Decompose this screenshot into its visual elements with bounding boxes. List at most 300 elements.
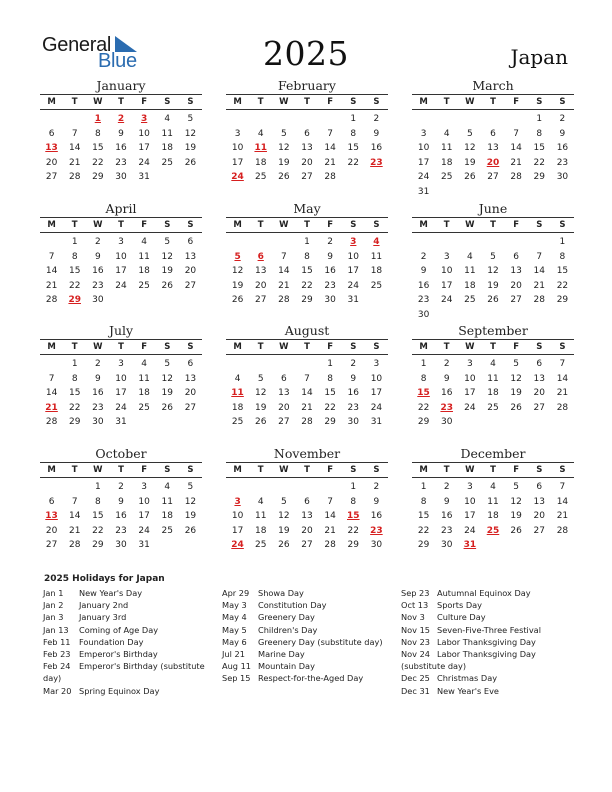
calendar-day: 22 [301, 280, 313, 291]
calendar-day: 1 [559, 237, 566, 247]
weekday-label: F [513, 342, 520, 352]
calendar-day: 11 [254, 511, 267, 522]
month-name: December [460, 446, 526, 461]
month-name: May [293, 201, 321, 216]
holiday-day: 3 [234, 496, 241, 507]
holiday-name: Greenery Day (substitute day) [258, 636, 383, 647]
calendar-day: 3 [118, 237, 124, 247]
calendar-day: 15 [324, 388, 336, 399]
calendar-day: 17 [231, 157, 244, 168]
weekday-label: M [419, 342, 428, 352]
month-february [226, 78, 388, 185]
calendar-day: 31 [417, 186, 430, 197]
calendar-day: 8 [420, 496, 427, 507]
weekday-label: F [327, 220, 334, 230]
weekday-label: S [373, 342, 380, 352]
calendar-day: 10 [231, 143, 244, 154]
calendar-day: 14 [556, 496, 569, 507]
calendar-day: 27 [533, 402, 545, 413]
weekday-label: F [513, 97, 520, 107]
holiday-name: Foundation Day [79, 636, 144, 647]
calendar-day: 5 [164, 237, 171, 247]
holiday-item [401, 636, 581, 648]
calendar-day: 13 [301, 511, 313, 522]
weekday-label: T [257, 220, 264, 230]
calendar-day: 16 [440, 388, 453, 399]
holiday-column [43, 587, 223, 697]
calendar-day: 22 [92, 157, 104, 168]
calendar-day: 27 [254, 295, 267, 306]
day-grid [412, 112, 574, 200]
weekday-label: S [350, 97, 357, 107]
calendar-day: 18 [440, 157, 453, 168]
calendar-day: 31 [370, 417, 383, 428]
calendar-day: 13 [533, 373, 545, 384]
calendar-day: 18 [254, 525, 267, 536]
calendar-day: 27 [301, 172, 313, 183]
calendar-day: 28 [278, 295, 290, 306]
month-september [412, 323, 574, 430]
day-empty [40, 357, 63, 372]
weekday-label: W [465, 342, 475, 352]
weekday-label: S [559, 97, 566, 107]
holiday-date: Jan 3 [43, 612, 64, 623]
calendar-day: 7 [513, 128, 519, 139]
calendar-day: 21 [278, 280, 290, 291]
calendar-day: 23 [324, 280, 336, 291]
weekday-label: T [71, 220, 78, 230]
holiday-item [43, 611, 223, 623]
day-grid [226, 480, 388, 553]
calendar-day: 8 [559, 251, 566, 262]
day-empty [226, 357, 249, 372]
weekday-label: M [419, 465, 428, 475]
holiday-day: 15 [417, 388, 430, 399]
calendar-day: 19 [161, 388, 173, 399]
holiday-name: Mountain Day [258, 661, 315, 672]
weekday-label: T [304, 220, 310, 230]
calendar-day: 26 [161, 402, 173, 413]
calendar-day: 9 [559, 128, 566, 139]
day-empty [458, 112, 481, 127]
weekday-label: T [71, 342, 78, 352]
holiday-day: 29 [68, 295, 81, 306]
calendar-day: 11 [138, 251, 150, 262]
holiday-name: Emperor's Birthday (substitute day) [43, 661, 205, 684]
calendar-day: 8 [327, 373, 333, 384]
calendar-day: 18 [464, 280, 476, 291]
weekday-label: T [490, 342, 496, 352]
calendar-day: 20 [533, 511, 545, 522]
calendar-day: 20 [278, 402, 290, 413]
holiday-item [222, 611, 402, 623]
holiday-day: 21 [45, 402, 58, 413]
calendar-day: 19 [510, 388, 522, 399]
calendar-day: 19 [231, 280, 244, 291]
calendar-day: 1 [94, 482, 101, 492]
holiday-name: Marine Day [258, 649, 305, 660]
calendar-day: 10 [138, 496, 150, 507]
day-empty [63, 480, 86, 495]
month-name: November [273, 446, 341, 461]
calendar-day: 24 [115, 402, 127, 413]
calendar-day: 13 [184, 373, 197, 384]
month-name: April [105, 201, 137, 216]
weekday-label: S [164, 97, 171, 107]
holiday-name: Labor Thanksgiving Day (substitute day) [401, 649, 536, 672]
calendar-day: 8 [71, 251, 78, 262]
calendar-day: 19 [278, 157, 290, 168]
holiday-day: 24 [231, 172, 244, 183]
holiday-day: 4 [373, 237, 380, 247]
weekday-label: M [419, 220, 428, 230]
day-empty [40, 112, 63, 127]
holiday-name: January 2nd [79, 600, 129, 611]
calendar-day: 19 [487, 280, 499, 291]
day-grid [226, 357, 388, 430]
calendar-day: 16 [370, 143, 383, 154]
calendar-day: 9 [118, 496, 124, 507]
calendar-day: 20 [533, 388, 545, 399]
calendar-day: 23 [347, 402, 359, 413]
holiday-item [401, 624, 581, 636]
calendar-day: 10 [440, 266, 453, 277]
holiday-date: May 4 [222, 612, 247, 623]
day-empty [226, 112, 249, 127]
holiday-day: 23 [370, 157, 383, 168]
month-name: July [108, 323, 134, 338]
holiday-date: Nov 15 [401, 624, 431, 635]
weekday-label: S [373, 465, 380, 475]
calendar-day: 31 [347, 295, 359, 306]
day-empty [226, 235, 249, 250]
calendar-day: 2 [559, 114, 566, 124]
calendar-day: 25 [254, 540, 267, 551]
calendar-day: 22 [556, 280, 569, 291]
holiday-date: May 3 [222, 600, 247, 611]
holiday-name: Emperor's Birthday [79, 649, 158, 660]
holiday-day: 13 [45, 143, 58, 154]
calendar-day: 12 [254, 388, 267, 399]
calendar-day: 24 [440, 295, 453, 306]
day-empty [295, 357, 318, 372]
calendar-day: 10 [464, 373, 476, 384]
holiday-day: 23 [440, 402, 453, 413]
calendar-day: 2 [373, 114, 380, 124]
day-empty [40, 235, 63, 250]
calendar-day: 30 [324, 295, 336, 306]
holiday-name: Autumnal Equinox Day [437, 588, 531, 598]
holiday-name: Respect-for-the-Aged Day [258, 673, 364, 684]
calendar-day: 30 [440, 540, 453, 551]
calendar-day: 3 [373, 359, 380, 369]
calendar-day: 28 [301, 417, 313, 428]
month-january [40, 78, 202, 185]
calendar-day: 30 [115, 540, 127, 551]
calendar-day: 7 [71, 128, 78, 139]
weekday-label: S [350, 220, 357, 230]
holiday-day: 15 [347, 511, 360, 522]
calendar-day: 25 [370, 280, 383, 291]
calendar-day: 31 [138, 540, 150, 551]
calendar-day: 1 [327, 359, 333, 369]
calendar-day: 18 [254, 157, 267, 168]
calendar-day: 27 [184, 402, 197, 413]
day-empty [435, 112, 458, 127]
calendar-day: 21 [324, 157, 336, 168]
calendar-day: 24 [464, 525, 476, 536]
calendar-day: 29 [556, 295, 569, 306]
weekday-label: S [187, 342, 194, 352]
holiday-name: January 3rd [79, 612, 127, 623]
weekday-label: S [187, 220, 194, 230]
calendar-day: 11 [487, 373, 499, 384]
calendar-day: 25 [254, 172, 267, 183]
calendar-day: 8 [350, 496, 357, 507]
calendar-day: 31 [115, 417, 127, 428]
calendar-day: 2 [443, 359, 450, 369]
holiday-day: 24 [231, 540, 244, 551]
holiday-day: 3 [350, 237, 357, 247]
calendar-day: 1 [71, 359, 78, 369]
holiday-date: Jan 1 [43, 588, 64, 598]
calendar-day: 26 [161, 280, 173, 291]
weekday-header [412, 94, 574, 110]
calendar-day: 13 [510, 266, 522, 277]
calendar-day: 25 [138, 402, 150, 413]
calendar-day: 14 [533, 266, 545, 277]
calendar-day: 5 [466, 128, 473, 139]
weekday-label: T [443, 97, 450, 107]
weekday-label: T [304, 97, 310, 107]
calendar-day: 20 [45, 157, 58, 168]
calendar-day: 21 [533, 280, 545, 291]
weekday-label: W [465, 97, 475, 107]
calendar-day: 29 [301, 295, 313, 306]
holiday-name: Showa Day [258, 588, 304, 598]
month-may [226, 201, 388, 308]
calendar-day: 1 [420, 359, 427, 369]
weekday-label: T [118, 465, 124, 475]
calendar-day: 4 [257, 496, 264, 507]
calendar-day: 30 [92, 295, 104, 306]
calendar-year-title: 2025 [263, 34, 349, 73]
calendar-day: 6 [536, 359, 543, 369]
calendar-day: 26 [184, 157, 197, 168]
calendar-day: 10 [370, 373, 383, 384]
weekday-label: M [47, 465, 56, 475]
weekday-label: W [279, 97, 289, 107]
calendar-day: 1 [71, 237, 78, 247]
calendar-day: 4 [141, 359, 147, 369]
calendar-day: 5 [490, 251, 496, 262]
calendar-day: 23 [440, 525, 453, 536]
calendar-day: 9 [94, 251, 101, 262]
holiday-date: Sep 15 [222, 673, 251, 684]
weekday-label: T [118, 97, 124, 107]
calendar-day: 23 [115, 157, 127, 168]
holiday-item [43, 587, 223, 599]
weekday-label: W [465, 465, 475, 475]
calendar-day: 15 [92, 143, 104, 154]
day-grid [40, 235, 202, 308]
weekday-label: T [71, 97, 78, 107]
weekday-label: T [490, 220, 496, 230]
calendar-day: 13 [301, 143, 313, 154]
calendar-day: 4 [141, 237, 147, 247]
calendar-day: 9 [373, 496, 380, 507]
calendar-day: 7 [304, 373, 310, 384]
calendar-day: 1 [304, 237, 310, 247]
calendar-day: 30 [440, 417, 453, 428]
calendar-day: 1 [420, 482, 427, 492]
calendar-day: 28 [324, 540, 336, 551]
weekday-label: W [93, 342, 103, 352]
month-name: October [95, 446, 147, 461]
weekday-header [226, 217, 388, 233]
calendar-day: 29 [347, 540, 359, 551]
weekday-label: S [559, 465, 566, 475]
weekday-label: F [141, 465, 148, 475]
holiday-day: 23 [370, 525, 383, 536]
day-empty [272, 357, 295, 372]
calendar-day: 18 [138, 388, 150, 399]
calendar-day: 14 [45, 266, 58, 277]
calendar-day: 5 [257, 373, 264, 384]
weekday-label: S [373, 97, 380, 107]
calendar-day: 9 [350, 373, 357, 384]
calendar-day: 6 [48, 496, 55, 507]
holiday-name: Seven-Five-Three Festival [437, 624, 541, 635]
calendar-day: 16 [92, 388, 104, 399]
weekday-label: S [536, 97, 543, 107]
weekday-label: M [419, 97, 428, 107]
calendar-day: 29 [92, 172, 104, 183]
calendar-day: 14 [278, 266, 290, 277]
day-empty [226, 480, 249, 495]
calendar-day: 7 [536, 251, 543, 262]
holiday-item [43, 636, 223, 648]
calendar-day: 30 [417, 309, 430, 320]
holiday-item [222, 648, 402, 660]
holiday-date: Dec 25 [401, 673, 430, 684]
calendar-day: 8 [420, 373, 427, 384]
weekday-header [226, 339, 388, 355]
calendar-day: 12 [161, 251, 173, 262]
holiday-date: Apr 29 [222, 588, 250, 598]
day-empty [412, 235, 435, 250]
calendar-day: 30 [92, 417, 104, 428]
month-april [40, 201, 202, 308]
month-december [412, 446, 574, 553]
weekday-label: T [443, 220, 450, 230]
calendar-day: 16 [347, 388, 359, 399]
calendar-day: 4 [164, 482, 171, 492]
calendar-day: 15 [347, 143, 359, 154]
calendar-day: 20 [510, 280, 522, 291]
calendar-day: 12 [510, 373, 522, 384]
calendar-day: 1 [536, 114, 543, 124]
calendar-day: 4 [443, 128, 450, 139]
calendar-day: 28 [45, 295, 58, 306]
calendar-day: 26 [464, 172, 476, 183]
calendar-day: 18 [487, 511, 499, 522]
calendar-day: 4 [490, 482, 496, 492]
weekday-label: W [93, 97, 103, 107]
calendar-day: 28 [556, 525, 569, 536]
calendar-day: 26 [487, 295, 499, 306]
calendar-day: 27 [533, 525, 545, 536]
weekday-label: S [536, 220, 543, 230]
calendar-day: 11 [440, 143, 453, 154]
calendar-day: 6 [304, 128, 310, 139]
weekday-label: F [327, 342, 334, 352]
calendar-day: 27 [301, 540, 313, 551]
country-name: Japan [510, 45, 568, 69]
weekday-label: S [187, 97, 194, 107]
weekday-label: S [164, 465, 171, 475]
weekday-label: T [118, 342, 124, 352]
calendar-day: 20 [254, 280, 267, 291]
calendar-day: 12 [510, 496, 522, 507]
holiday-name: Sports Day [437, 600, 483, 611]
holiday-day: 11 [254, 143, 267, 154]
calendar-day: 1 [350, 482, 357, 492]
calendar-day: 17 [464, 511, 476, 522]
calendar-day: 15 [417, 511, 430, 522]
calendar-day: 26 [231, 295, 244, 306]
calendar-day: 27 [487, 172, 499, 183]
holiday-date: Feb 24 [43, 661, 71, 672]
calendar-day: 24 [347, 280, 359, 291]
weekday-header [226, 94, 388, 110]
calendar-day: 9 [327, 251, 333, 262]
calendar-day: 7 [559, 482, 566, 492]
calendar-day: 19 [278, 525, 290, 536]
calendar-day: 24 [115, 280, 127, 291]
calendar-day: 11 [161, 128, 173, 139]
calendar-day: 15 [68, 388, 81, 399]
weekday-label: M [233, 465, 242, 475]
calendar-day: 7 [48, 251, 55, 262]
calendar-day: 4 [234, 373, 241, 384]
calendar-day: 22 [417, 525, 430, 536]
weekday-label: F [513, 220, 520, 230]
calendar-day: 13 [533, 496, 545, 507]
calendar-day: 25 [464, 295, 476, 306]
calendar-day: 14 [510, 143, 522, 154]
calendar-day: 9 [443, 373, 450, 384]
holiday-day: 13 [45, 511, 58, 522]
calendar-day: 17 [464, 388, 476, 399]
calendar-day: 5 [187, 482, 194, 492]
calendar-day: 7 [280, 251, 287, 262]
calendar-day: 22 [324, 402, 336, 413]
calendar-day: 18 [161, 143, 173, 154]
calendar-day: 15 [556, 266, 569, 277]
calendar-day: 26 [254, 417, 267, 428]
calendar-day: 21 [301, 402, 313, 413]
calendar-day: 7 [327, 496, 333, 507]
calendar-day: 21 [510, 157, 522, 168]
calendar-day: 27 [510, 295, 522, 306]
weekday-label: T [257, 97, 264, 107]
calendar-day: 2 [118, 482, 124, 492]
calendar-day: 14 [324, 511, 336, 522]
calendar-day: 29 [417, 417, 430, 428]
holiday-item [43, 624, 223, 636]
calendar-day: 20 [301, 525, 313, 536]
